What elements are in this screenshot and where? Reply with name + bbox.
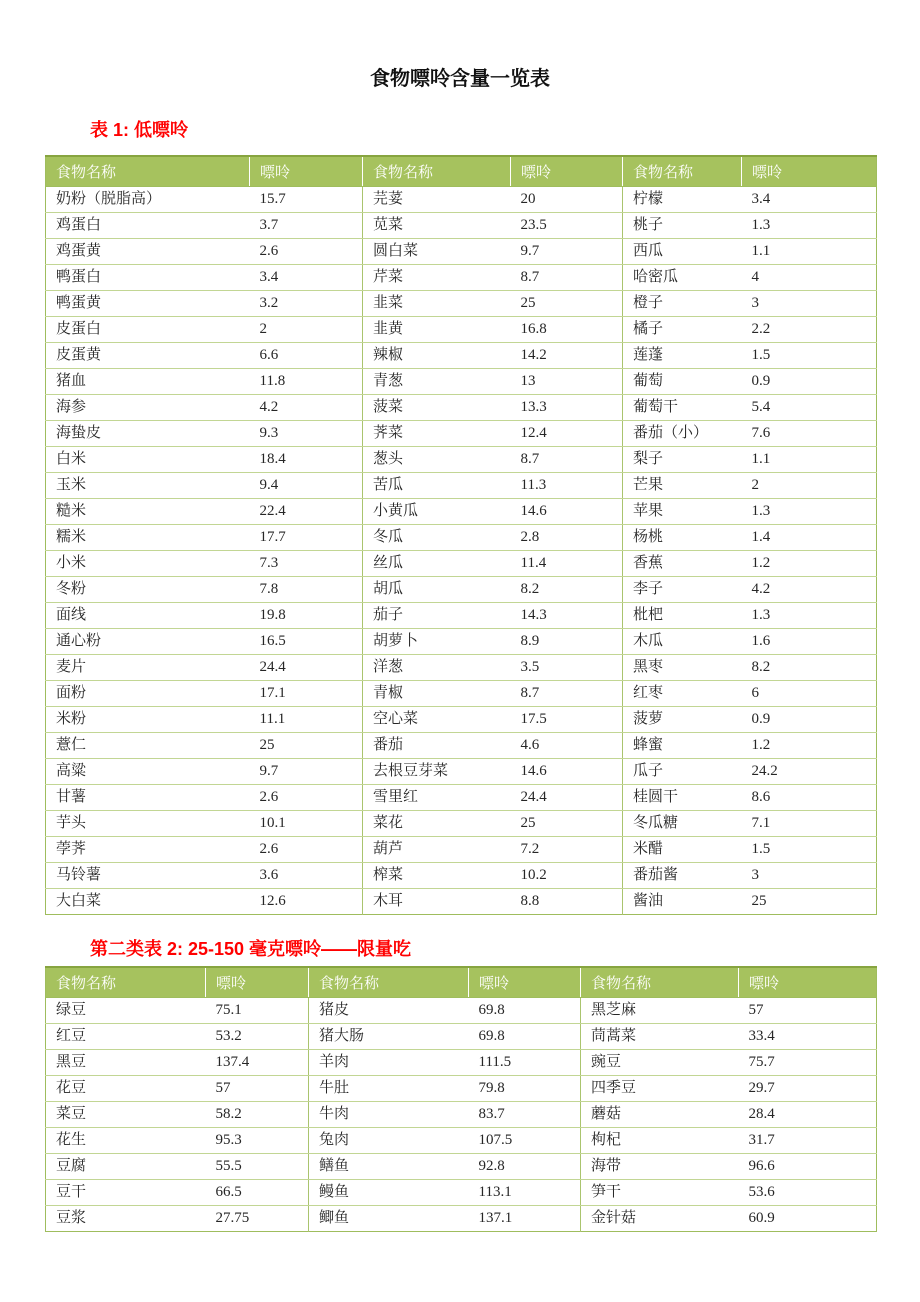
purine-value-cell: 1.1 bbox=[742, 239, 877, 265]
purine-value-cell: 55.5 bbox=[206, 1154, 309, 1180]
purine-value-cell: 15.7 bbox=[250, 187, 363, 213]
purine-value-cell: 10.1 bbox=[250, 811, 363, 837]
column-header-purine: 嘌呤 bbox=[250, 156, 363, 187]
purine-value-cell: 7.8 bbox=[250, 577, 363, 603]
food-name-cell: 酱油 bbox=[623, 889, 742, 915]
food-name-cell: 菠菜 bbox=[363, 395, 511, 421]
purine-value-cell: 3 bbox=[742, 863, 877, 889]
food-name-cell: 糯米 bbox=[46, 525, 250, 551]
purine-value-cell: 7.2 bbox=[511, 837, 623, 863]
table-row bbox=[46, 655, 877, 681]
food-name-cell: 芋头 bbox=[46, 811, 250, 837]
table-row bbox=[46, 213, 877, 239]
purine-value-cell: 1.4 bbox=[742, 525, 877, 551]
purine-value-cell: 13.3 bbox=[511, 395, 623, 421]
purine-value-cell: 0.9 bbox=[742, 707, 877, 733]
food-name-cell: 菠萝 bbox=[623, 707, 742, 733]
food-name-cell: 葡萄 bbox=[623, 369, 742, 395]
column-header-food-name: 食物名称 bbox=[46, 967, 206, 998]
food-name-cell: 鳝鱼 bbox=[309, 1154, 469, 1180]
column-header-food-name: 食物名称 bbox=[581, 967, 739, 998]
food-name-cell: 大白菜 bbox=[56, 893, 102, 909]
purine-value-cell: 2.6 bbox=[250, 785, 363, 811]
food-name-cell: 芒果 bbox=[623, 473, 742, 499]
purine-value-cell: 16.8 bbox=[511, 317, 623, 343]
purine-value-cell: 3.4 bbox=[742, 187, 877, 213]
food-name-cell: 茄子 bbox=[363, 603, 511, 629]
food-name-cell: 梨子 bbox=[623, 447, 742, 473]
purine-value-cell: 4.2 bbox=[250, 395, 363, 421]
food-name-cell: 青椒 bbox=[363, 681, 511, 707]
table-row bbox=[46, 889, 877, 915]
food-name-cell: 番茄酱 bbox=[623, 863, 742, 889]
food-name-cell: 米醋 bbox=[623, 837, 742, 863]
food-name-cell: 番茄 bbox=[363, 733, 511, 759]
food-name-cell: 李子 bbox=[623, 577, 742, 603]
purine-value-cell: 3 bbox=[742, 291, 877, 317]
purine-value-cell: 113.1 bbox=[469, 1180, 581, 1206]
purine-value-cell: 33.4 bbox=[739, 1024, 877, 1050]
table-row bbox=[46, 603, 877, 629]
food-name-cell: 香蕉 bbox=[623, 551, 742, 577]
purine-value-cell: 25 bbox=[250, 733, 363, 759]
purine-value-cell: 20 bbox=[511, 187, 623, 213]
food-name-cell: 蜂蜜 bbox=[623, 733, 742, 759]
purine-value-cell: 0.9 bbox=[742, 369, 877, 395]
purine-value-cell: 11.3 bbox=[511, 473, 623, 499]
food-name-cell: 黑芝麻 bbox=[581, 998, 739, 1024]
purine-value-cell: 8.2 bbox=[511, 577, 623, 603]
food-name-cell: 雪里红 bbox=[363, 785, 511, 811]
table1-heading: 表 1: 低嘌呤 bbox=[90, 120, 189, 140]
purine-value-cell: 3.5 bbox=[511, 655, 623, 681]
food-name-cell: 辣椒 bbox=[363, 343, 511, 369]
food-name-cell: 皮蛋白 bbox=[46, 317, 250, 343]
table-row bbox=[46, 733, 877, 759]
purine-value-cell: 7.6 bbox=[742, 421, 877, 447]
food-name-cell: 玉米 bbox=[46, 473, 250, 499]
column-header-purine: 嘌呤 bbox=[469, 967, 581, 998]
food-name-cell: 茼蒿菜 bbox=[581, 1024, 739, 1050]
purine-value-cell: 18.4 bbox=[250, 447, 363, 473]
purine-value-cell: 8.9 bbox=[511, 629, 623, 655]
food-name-cell: 笋干 bbox=[581, 1180, 739, 1206]
purine-value-cell: 12.6 bbox=[259, 893, 286, 909]
purine-value-cell: 2 bbox=[250, 317, 363, 343]
food-name-cell: 苹果 bbox=[623, 499, 742, 525]
food-name-cell: 海参 bbox=[46, 395, 250, 421]
purine-value-cell: 2.6 bbox=[250, 837, 363, 863]
table-row bbox=[46, 863, 877, 889]
table-row bbox=[46, 785, 877, 811]
purine-value-cell: 6.6 bbox=[250, 343, 363, 369]
purine-value-cell: 9.7 bbox=[511, 239, 623, 265]
food-name-cell: 豆腐 bbox=[46, 1154, 206, 1180]
food-name-cell: 鸭蛋白 bbox=[46, 265, 250, 291]
table-row bbox=[46, 551, 877, 577]
medium-purine-table bbox=[45, 966, 877, 1232]
food-name-cell: 猪血 bbox=[46, 369, 250, 395]
food-name-cell: 芫荽 bbox=[363, 187, 511, 213]
purine-value-cell: 60.9 bbox=[748, 1210, 775, 1226]
food-name-cell: 哈密瓜 bbox=[623, 265, 742, 291]
purine-value-cell: 75.1 bbox=[206, 998, 309, 1024]
purine-value-cell: 22.4 bbox=[250, 499, 363, 525]
purine-value-cell: 8.7 bbox=[511, 681, 623, 707]
purine-value-cell: 17.7 bbox=[250, 525, 363, 551]
column-header-purine: 嘌呤 bbox=[742, 156, 877, 187]
purine-value-cell: 1.3 bbox=[742, 603, 877, 629]
food-name-cell: 鸡蛋白 bbox=[46, 213, 250, 239]
purine-value-cell: 1.3 bbox=[742, 499, 877, 525]
column-header-food-name: 食物名称 bbox=[309, 967, 469, 998]
table-row bbox=[46, 707, 877, 733]
table-row bbox=[46, 681, 877, 707]
purine-value-cell: 9.4 bbox=[250, 473, 363, 499]
food-name-cell: 圆白菜 bbox=[363, 239, 511, 265]
purine-value-cell: 95.3 bbox=[206, 1128, 309, 1154]
table-row bbox=[46, 239, 877, 265]
purine-value-cell: 8.7 bbox=[511, 447, 623, 473]
purine-value-cell: 24.4 bbox=[250, 655, 363, 681]
food-name-cell: 菜花 bbox=[363, 811, 511, 837]
purine-value-cell: 8.7 bbox=[511, 265, 623, 291]
purine-value-cell: 3.6 bbox=[250, 863, 363, 889]
purine-value-cell: 83.7 bbox=[469, 1102, 581, 1128]
purine-value-cell: 3.7 bbox=[250, 213, 363, 239]
food-name-cell: 面粉 bbox=[46, 681, 250, 707]
purine-value-cell: 28.4 bbox=[739, 1102, 877, 1128]
purine-value-cell: 57 bbox=[739, 998, 877, 1024]
food-name-cell: 糙米 bbox=[46, 499, 250, 525]
purine-value-cell: 25 bbox=[511, 291, 623, 317]
purine-value-cell: 11.8 bbox=[250, 369, 363, 395]
purine-value-cell: 7.1 bbox=[742, 811, 877, 837]
food-name-cell: 鸭蛋黄 bbox=[46, 291, 250, 317]
purine-value-cell: 4.2 bbox=[742, 577, 877, 603]
purine-value-cell: 1.1 bbox=[742, 447, 877, 473]
column-header-food-name: 食物名称 bbox=[623, 156, 742, 187]
column-header-purine: 嘌呤 bbox=[206, 967, 309, 998]
table-row bbox=[46, 1180, 877, 1206]
food-name-cell: 芹菜 bbox=[363, 265, 511, 291]
food-name-cell: 去根豆芽菜 bbox=[363, 759, 511, 785]
purine-value-cell: 24.2 bbox=[742, 759, 877, 785]
food-name-cell: 花豆 bbox=[46, 1076, 206, 1102]
food-name-cell: 荠菜 bbox=[363, 421, 511, 447]
food-name-cell: 豌豆 bbox=[581, 1050, 739, 1076]
food-name-cell: 菜豆 bbox=[46, 1102, 206, 1128]
purine-value-cell: 29.7 bbox=[739, 1076, 877, 1102]
purine-value-cell: 17.5 bbox=[511, 707, 623, 733]
purine-value-cell: 16.5 bbox=[250, 629, 363, 655]
food-name-cell: 番茄（小） bbox=[623, 421, 742, 447]
purine-value-cell: 8.8 bbox=[520, 893, 540, 909]
food-name-cell: 薏仁 bbox=[46, 733, 250, 759]
food-name-cell: 枇杷 bbox=[623, 603, 742, 629]
purine-value-cell: 14.6 bbox=[511, 759, 623, 785]
purine-value-cell: 1.2 bbox=[742, 733, 877, 759]
purine-value-cell: 2.8 bbox=[511, 525, 623, 551]
purine-value-cell: 137.4 bbox=[206, 1050, 309, 1076]
purine-value-cell: 12.4 bbox=[511, 421, 623, 447]
purine-value-cell: 92.8 bbox=[469, 1154, 581, 1180]
purine-value-cell: 2 bbox=[742, 473, 877, 499]
food-name-cell: 红枣 bbox=[623, 681, 742, 707]
purine-value-cell: 6 bbox=[742, 681, 877, 707]
table-header-row bbox=[46, 967, 877, 998]
purine-value-cell: 2.6 bbox=[250, 239, 363, 265]
purine-value-cell: 53.6 bbox=[739, 1180, 877, 1206]
table-row bbox=[46, 811, 877, 837]
purine-value-cell: 14.2 bbox=[511, 343, 623, 369]
food-name-cell: 桂圆干 bbox=[623, 785, 742, 811]
purine-value-cell: 11.4 bbox=[511, 551, 623, 577]
purine-value-cell: 25 bbox=[751, 893, 767, 909]
purine-value-cell: 3.2 bbox=[250, 291, 363, 317]
food-name-cell: 枸杞 bbox=[581, 1128, 739, 1154]
food-name-cell: 海蛰皮 bbox=[46, 421, 250, 447]
purine-value-cell: 75.7 bbox=[739, 1050, 877, 1076]
food-name-cell: 杨桃 bbox=[623, 525, 742, 551]
purine-value-cell: 19.8 bbox=[250, 603, 363, 629]
food-name-cell: 白米 bbox=[46, 447, 250, 473]
purine-value-cell: 5.4 bbox=[742, 395, 877, 421]
purine-value-cell: 66.5 bbox=[206, 1180, 309, 1206]
food-name-cell: 空心菜 bbox=[363, 707, 511, 733]
purine-value-cell: 1.2 bbox=[742, 551, 877, 577]
table-row bbox=[46, 187, 877, 213]
table-row bbox=[46, 369, 877, 395]
food-name-cell: 通心粉 bbox=[46, 629, 250, 655]
purine-value-cell: 23.5 bbox=[511, 213, 623, 239]
food-name-cell: 猪皮 bbox=[309, 998, 469, 1024]
food-name-cell: 柠檬 bbox=[623, 187, 742, 213]
table-row bbox=[46, 1050, 877, 1076]
purine-value-cell: 3.4 bbox=[250, 265, 363, 291]
purine-value-cell: 96.6 bbox=[739, 1154, 877, 1180]
table-row bbox=[46, 759, 877, 785]
food-name-cell: 荸荠 bbox=[46, 837, 250, 863]
food-name-cell: 洋葱 bbox=[363, 655, 511, 681]
purine-value-cell: 11.1 bbox=[250, 707, 363, 733]
table-row bbox=[46, 525, 877, 551]
food-name-cell: 奶粉（脱脂高） bbox=[46, 187, 250, 213]
food-name-cell: 金针菇 bbox=[581, 1206, 739, 1232]
page-title: 食物嘌呤含量一览表 bbox=[370, 68, 550, 90]
food-name-cell: 小米 bbox=[46, 551, 250, 577]
purine-value-cell: 9.7 bbox=[250, 759, 363, 785]
food-name-cell: 海带 bbox=[581, 1154, 739, 1180]
purine-value-cell: 4 bbox=[742, 265, 877, 291]
food-name-cell: 皮蛋黄 bbox=[46, 343, 250, 369]
food-name-cell: 莲蓬 bbox=[623, 343, 742, 369]
food-name-cell: 鲫鱼 bbox=[309, 1206, 469, 1232]
food-name-cell: 韭菜 bbox=[363, 291, 511, 317]
purine-value-cell: 27.75 bbox=[215, 1210, 250, 1226]
food-name-cell: 牛肚 bbox=[309, 1076, 469, 1102]
food-name-cell: 鸡蛋黄 bbox=[46, 239, 250, 265]
food-name-cell: 苋菜 bbox=[363, 213, 511, 239]
table-row bbox=[46, 291, 877, 317]
purine-value-cell: 1.5 bbox=[742, 343, 877, 369]
purine-value-cell: 10.2 bbox=[511, 863, 623, 889]
food-name-cell: 麦片 bbox=[46, 655, 250, 681]
table-row bbox=[46, 1154, 877, 1180]
food-name-cell: 桃子 bbox=[623, 213, 742, 239]
food-name-cell: 胡萝卜 bbox=[363, 629, 511, 655]
food-name-cell: 榨菜 bbox=[363, 863, 511, 889]
table-row bbox=[46, 837, 877, 863]
purine-value-cell: 8.2 bbox=[742, 655, 877, 681]
food-name-cell: 黑豆 bbox=[46, 1050, 206, 1076]
table2-heading: 第二类表 2: 25-150 毫克嘌呤——限量吃 bbox=[90, 939, 412, 959]
food-name-cell: 葱头 bbox=[363, 447, 511, 473]
food-name-cell: 木耳 bbox=[363, 889, 511, 915]
table-row bbox=[46, 317, 877, 343]
table-row bbox=[46, 1024, 877, 1050]
food-name-cell: 马铃薯 bbox=[46, 863, 250, 889]
column-header-purine: 嘌呤 bbox=[739, 967, 877, 998]
food-name-cell: 橘子 bbox=[623, 317, 742, 343]
food-name-cell: 甘薯 bbox=[46, 785, 250, 811]
purine-value-cell: 69.8 bbox=[469, 998, 581, 1024]
purine-value-cell: 58.2 bbox=[206, 1102, 309, 1128]
food-name-cell: 高粱 bbox=[46, 759, 250, 785]
purine-value-cell: 31.7 bbox=[739, 1128, 877, 1154]
purine-value-cell: 57 bbox=[206, 1076, 309, 1102]
food-name-cell: 小黄瓜 bbox=[363, 499, 511, 525]
purine-value-cell: 4.6 bbox=[511, 733, 623, 759]
food-name-cell: 冬粉 bbox=[46, 577, 250, 603]
purine-value-cell: 14.6 bbox=[511, 499, 623, 525]
food-name-cell: 豆浆 bbox=[56, 1210, 87, 1226]
table-row bbox=[46, 421, 877, 447]
low-purine-table bbox=[45, 155, 877, 915]
purine-value-cell: 24.4 bbox=[511, 785, 623, 811]
purine-value-cell: 14.3 bbox=[511, 603, 623, 629]
food-name-cell: 面线 bbox=[46, 603, 250, 629]
table-row bbox=[46, 998, 877, 1024]
purine-value-cell: 107.5 bbox=[469, 1128, 581, 1154]
purine-value-cell: 17.1 bbox=[250, 681, 363, 707]
column-header-food-name: 食物名称 bbox=[363, 156, 511, 187]
food-name-cell: 青葱 bbox=[363, 369, 511, 395]
food-name-cell: 葡萄干 bbox=[623, 395, 742, 421]
food-name-cell: 牛肉 bbox=[309, 1102, 469, 1128]
food-name-cell: 韭黄 bbox=[363, 317, 511, 343]
purine-value-cell: 8.6 bbox=[742, 785, 877, 811]
table-row bbox=[46, 447, 877, 473]
table-row bbox=[46, 395, 877, 421]
table-row bbox=[46, 499, 877, 525]
food-name-cell: 黑枣 bbox=[623, 655, 742, 681]
table-row bbox=[46, 343, 877, 369]
purine-value-cell: 9.3 bbox=[250, 421, 363, 447]
food-name-cell: 冬瓜糖 bbox=[623, 811, 742, 837]
table-row bbox=[46, 577, 877, 603]
purine-value-cell: 25 bbox=[511, 811, 623, 837]
table-row bbox=[46, 473, 877, 499]
table-row bbox=[46, 629, 877, 655]
purine-value-cell: 137.1 bbox=[478, 1210, 513, 1226]
purine-value-cell: 69.8 bbox=[469, 1024, 581, 1050]
food-name-cell: 木瓜 bbox=[623, 629, 742, 655]
food-name-cell: 瓜子 bbox=[623, 759, 742, 785]
food-name-cell: 西瓜 bbox=[623, 239, 742, 265]
table-header-row bbox=[46, 156, 877, 187]
column-header-food-name: 食物名称 bbox=[46, 156, 250, 187]
purine-value-cell: 1.5 bbox=[742, 837, 877, 863]
column-header-purine: 嘌呤 bbox=[511, 156, 623, 187]
purine-value-cell: 1.3 bbox=[742, 213, 877, 239]
food-name-cell: 蘑菇 bbox=[581, 1102, 739, 1128]
table-row bbox=[46, 1076, 877, 1102]
food-name-cell: 冬瓜 bbox=[363, 525, 511, 551]
food-name-cell: 丝瓜 bbox=[363, 551, 511, 577]
food-name-cell: 橙子 bbox=[623, 291, 742, 317]
purine-value-cell: 53.2 bbox=[206, 1024, 309, 1050]
table-row bbox=[46, 1128, 877, 1154]
food-name-cell: 豆干 bbox=[46, 1180, 206, 1206]
food-name-cell: 红豆 bbox=[46, 1024, 206, 1050]
food-name-cell: 猪大肠 bbox=[309, 1024, 469, 1050]
food-name-cell: 葫芦 bbox=[363, 837, 511, 863]
food-name-cell: 苦瓜 bbox=[363, 473, 511, 499]
purine-value-cell: 111.5 bbox=[469, 1050, 581, 1076]
purine-value-cell: 13 bbox=[511, 369, 623, 395]
purine-value-cell: 7.3 bbox=[250, 551, 363, 577]
purine-value-cell: 79.8 bbox=[469, 1076, 581, 1102]
food-name-cell: 鳗鱼 bbox=[309, 1180, 469, 1206]
food-name-cell: 绿豆 bbox=[46, 998, 206, 1024]
purine-value-cell: 2.2 bbox=[742, 317, 877, 343]
food-name-cell: 花生 bbox=[46, 1128, 206, 1154]
food-name-cell: 羊肉 bbox=[309, 1050, 469, 1076]
food-name-cell: 兔肉 bbox=[309, 1128, 469, 1154]
table-row bbox=[46, 1206, 877, 1232]
food-name-cell: 四季豆 bbox=[581, 1076, 739, 1102]
table-row bbox=[46, 1102, 877, 1128]
table-row bbox=[46, 265, 877, 291]
purine-value-cell: 1.6 bbox=[742, 629, 877, 655]
food-name-cell: 米粉 bbox=[46, 707, 250, 733]
food-name-cell: 胡瓜 bbox=[363, 577, 511, 603]
